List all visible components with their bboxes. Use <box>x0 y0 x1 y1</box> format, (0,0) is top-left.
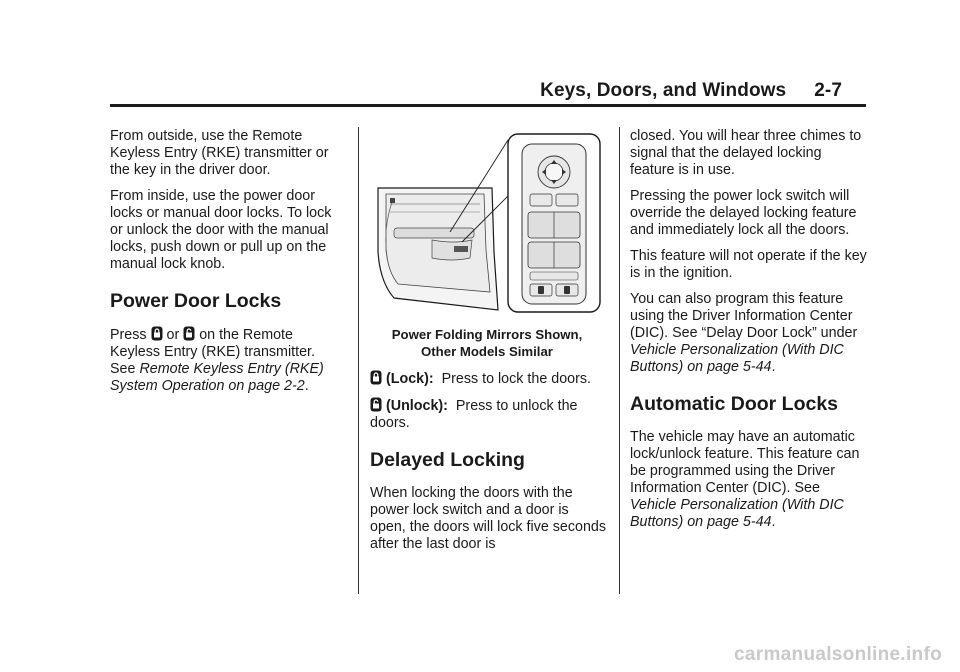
column-divider-2 <box>619 127 620 594</box>
link-vehicle-personalization[interactable]: Vehicle Personalization (With DIC Buttons) on page 5-44 <box>630 342 844 375</box>
door-panel-switch-illustration <box>372 132 602 316</box>
section-title: Keys, Doors, and Windows <box>540 80 787 101</box>
paragraph-override: Pressing the power lock switch will override the delayed locking feature and immediately lock all the doors. <box>630 188 857 238</box>
paragraph-rke-outside: From outside, use the Remote Keyless Entry (RKE) transmitter or the key in the driver door. <box>110 128 329 178</box>
lock-key-icon <box>370 370 382 385</box>
paragraph-delayed-locking: When locking the doors with the power lock switch and a door is open, the doors will lock five seconds after the last door is <box>370 485 607 552</box>
lock-key-icon <box>151 326 163 341</box>
column-divider-1 <box>358 127 359 594</box>
paragraph-chimes: closed. You will hear three chimes to signal that the delayed locking feature is in use. <box>630 128 862 178</box>
heading-power-door-locks: Power Door Locks <box>110 290 282 312</box>
column-1 <box>110 128 342 404</box>
heading-automatic-door-locks: Automatic Door Locks <box>630 393 839 415</box>
paragraph-automatic-locks: The vehicle may have an automatic lock/unlock feature. This feature can be programmed using the Driver Information Center (DIC). See Vehicle Personalization (With DIC Buttons) on page 5-44. <box>630 429 860 530</box>
header-rule <box>110 104 866 107</box>
unlock-key-icon <box>370 397 382 412</box>
lock-description: (Lock): Press to lock the doors. <box>370 370 608 388</box>
column-2 <box>370 128 608 562</box>
watermark: carmanualsonline.info <box>734 644 942 665</box>
link-vehicle-personalization-2[interactable]: Vehicle Personalization (With DIC Buttons) on page 5-44 <box>630 497 844 530</box>
page-header <box>540 80 842 102</box>
paragraph-ignition: This feature will not operate if the key is in the ignition. <box>630 248 867 281</box>
figure-caption: Power Folding Mirrors Shown, Other Models Similar <box>391 327 583 359</box>
column-3 <box>630 128 870 540</box>
heading-delayed-locking: Delayed Locking <box>370 449 525 471</box>
paragraph-inside-locks: From inside, use the power door locks or manual door locks. To lock or unlock the door with the manual locks, push down or pull up on the manual lock knob. <box>110 188 332 272</box>
paragraph-power-locks: Press or on the Remote Keyless Entry (RKE) transmitter. See Remote Keyless Entry (RKE) System Operation on page 2-2. <box>110 327 324 394</box>
page-number: 2-7 <box>814 80 842 101</box>
unlock-description: (Unlock): Press to unlock the doors. <box>370 398 578 431</box>
link-rke-operation[interactable]: Remote Keyless Entry (RKE) System Operation on page 2-2 <box>110 361 324 394</box>
paragraph-program-dic: You can also program this feature using the Driver Information Center (DIC). See “Delay Door Lock” under Vehicle Personalization (With DIC Buttons) on page 5-44. <box>630 291 858 375</box>
unlock-key-icon <box>183 326 195 341</box>
